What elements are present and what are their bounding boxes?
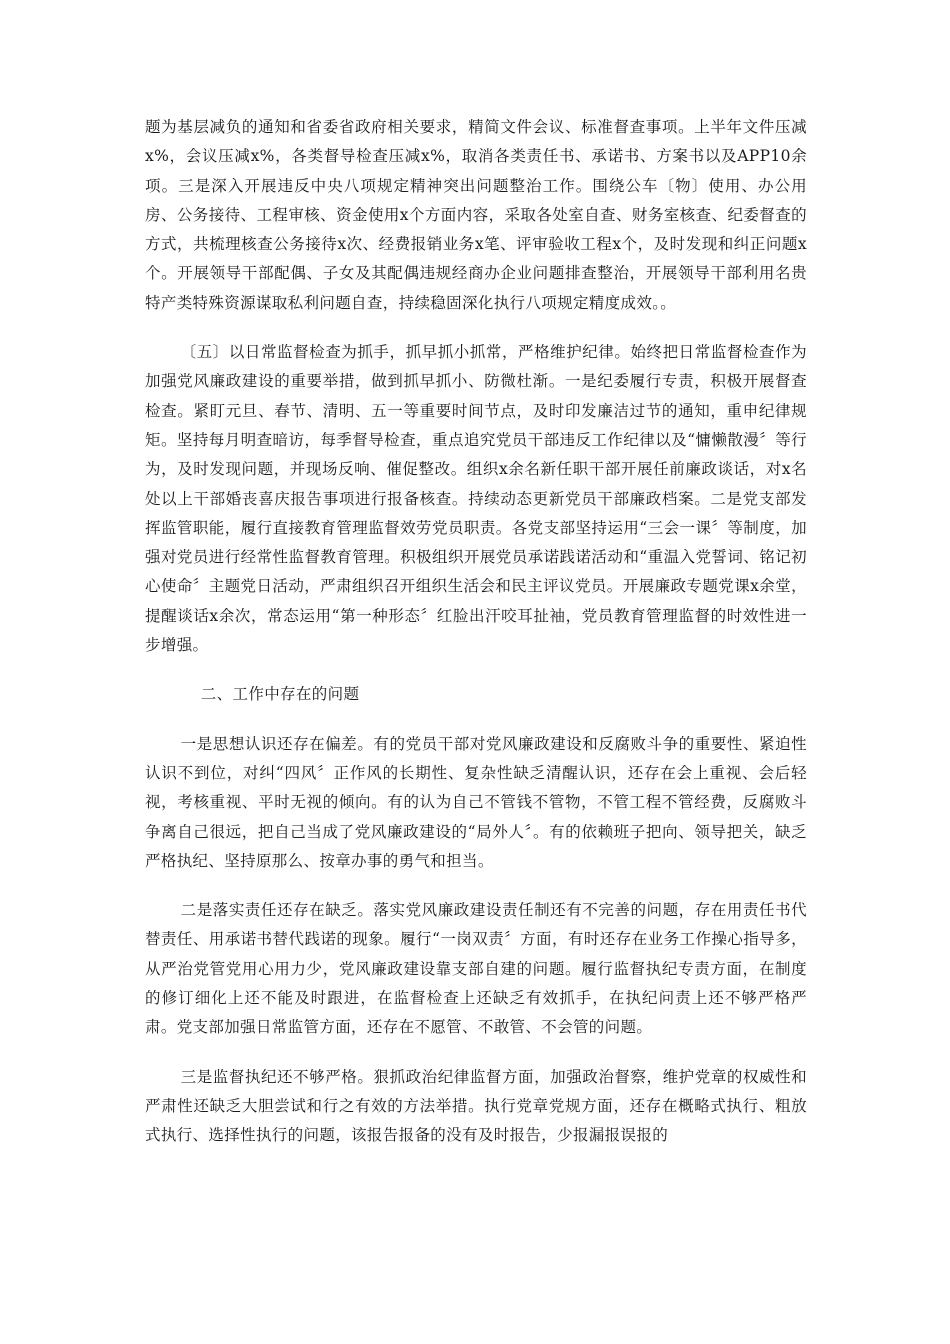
- paragraph-issue-two: 二是落实责任还存在缺乏。落实党风廉政建设责任制还有不完善的问题，存在用责任书代替责任、用承诺书替代践诺的现象。履行“一岗双责〞方面，有时还存在业务工作操心指导多，从严治党管党用心用力少，党风廉政建设靠支部自建的问题。履行监督执纪专责方面，在制度的修订细化上还不能及时跟进，在监督检查上还缺乏有效抓手，在执纪问责上还不够严格严肃。党支部加强日常监管方面，还存在不愿管、不敢管、不会管的问题。: [145, 901, 807, 1037]
- paragraph-continuation: 题为基层减负的通知和省委省政府相关要求，精简文件会议、标准督查事项。上半年文件压减x%，会议压减x%，各类督导检查压减x%，取消各类责任书、承诺书、方案书以及APP10余项。三是深入开展违反中央八项规定精神突出问题整治工作。围绕公车〔物〕使用、办公用房、公务接待、工程审核、资金使用x个方面内容，采取各处室自查、财务室核查、纪委督查的方式，共梳理核查公务接待x次、经费报销业务x笔、评审验收工程x个，及时发现和纠正问题x个。开展领导干部配偶、子女及其配偶违规经商办企业问题排查整治，开展领导干部利用名贵特产类特殊资源谋取私利问题自查，持续稳固深化执行八项规定精度成效。。: [145, 118, 807, 312]
- paragraph-issue-one: 一是思想认识还存在偏差。有的党员干部对党风廉政建设和反腐败斗争的重要性、紧迫性认识不到位，对纠“四风〞正作风的长期性、复杂性缺乏清醒认识，还存在会上重视、会后轻视，考核重视、平时无视的倾向。有的认为自己不管钱不管物，不管工程不管经费，反腐败斗争离自己很远，把自己当成了党风廉政建设的“局外人〞。有的依赖班子把向、领导把关，缺乏严格执纪、坚持原那么、按章办事的勇气和担当。: [145, 734, 807, 870]
- section-heading: 二、工作中存在的问题: [200, 685, 360, 704]
- paragraph-issue-three: 三是监督执纪还不够严格。狠抓政治纪律监督方面，加强政治督察，维护党章的权威性和严肃性还缺乏大胆尝试和行之有效的方法举措。执行党章党规方面，还存在概略式执行、粗放式执行、选择性执行的问题，该报告报备的没有及时报告，少报漏报误报的: [145, 1067, 807, 1145]
- document-page: [145, 113, 807, 1151]
- paragraph-section-five: 〔五〕以日常监督检查为抓手，抓早抓小抓常，严格维护纪律。始终把日常监督检查作为加强党风廉政建设的重要举措，做到抓早抓小、防微杜渐。一是纪委履行专责，积极开展督查检查。紧盯元旦、春节、清明、五一等重要时间节点，及时印发廉洁过节的通知，重申纪律规矩。坚持每月明查暗访，每季督导检查，重点追究党员干部违反工作纪律以及“慵懒散漫〞等行为，及时发现问题，并现场反响、催促整改。组织x余名新任职干部开展任前廉政谈话，对x名处以上干部婚丧喜庆报告事项进行报备核查。持续动态更新党员干部廉政档案。二是党支部发挥监管职能，履行直接教育管理监督效劳党员职责。各党支部坚持运用“三会一课〞等制度，加强对党员进行经常性监督教育管理。积极组织开展党员承诺践诺活动和“重温入党誓词、铭记初心使命〞主题党日活动，严肃组织召开组织生活会和民主评议党员。开展廉政专题党课x余堂，提醒谈话x余次，常态运用“第一种形态〞红脸出汗咬耳扯袖，党员教育管理监督的时效性进一步增强。: [145, 343, 807, 655]
